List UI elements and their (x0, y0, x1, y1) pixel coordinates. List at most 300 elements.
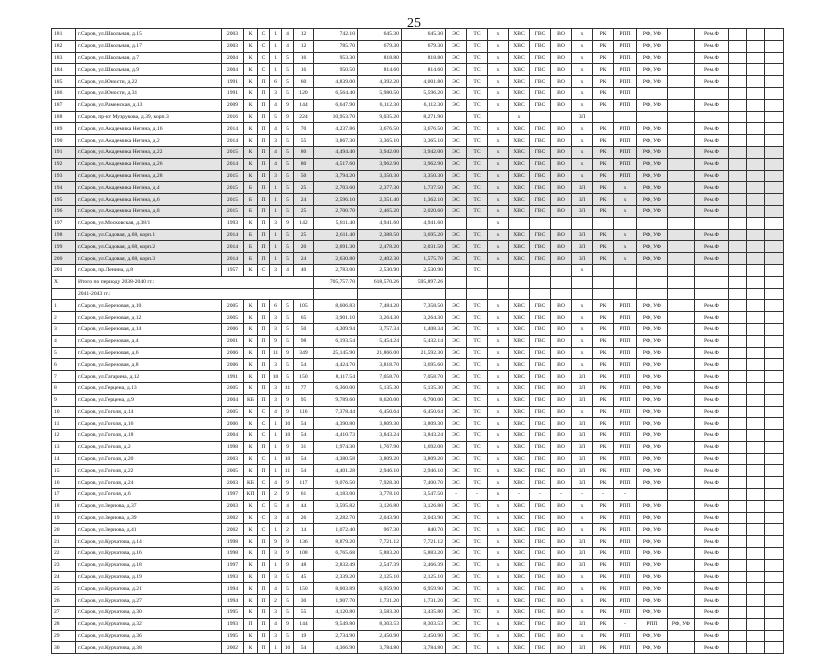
table-cell: х (488, 524, 509, 536)
table-cell (765, 288, 784, 300)
table-cell: ГВС (530, 52, 551, 64)
table-cell: х (488, 430, 509, 442)
table-cell (729, 170, 747, 182)
table-cell: 2006 (222, 347, 244, 359)
table-cell: 2,450.90 (358, 630, 402, 642)
table-cell: 814.60 (358, 64, 402, 76)
address-cell: г.Саров, ул.Академика Негина, д.28 (76, 170, 222, 182)
table-cell (446, 217, 467, 229)
table-cell (467, 217, 488, 229)
table-cell: 5,811.40 (314, 217, 358, 229)
table-cell: 3,365.10 (358, 135, 402, 147)
address-cell: г.Саров, ул.Академика Негина, д.2 (76, 135, 222, 147)
table-cell: П (258, 76, 270, 88)
table-cell: РК (593, 76, 614, 88)
table-cell (668, 371, 695, 383)
table-cell: ГВС (530, 394, 551, 406)
table-cell: Б (244, 229, 258, 241)
table-cell: ЭС (446, 300, 467, 312)
table-cell: ХВС (509, 500, 530, 512)
table-cell: х (572, 52, 593, 64)
table-cell: ЭС (446, 418, 467, 430)
table-cell (765, 64, 784, 76)
table-cell (747, 489, 765, 501)
row-number-cell: 7 (52, 371, 76, 383)
table-cell: 1997 (222, 559, 244, 571)
table-cell: 1 (270, 29, 282, 41)
table-cell (729, 430, 747, 442)
table-cell: 3,784.80 (358, 642, 402, 654)
table-cell (765, 512, 784, 524)
table-cell: РК (593, 253, 614, 265)
table-cell (729, 548, 747, 560)
table-cell (637, 217, 668, 229)
table-cell: К (244, 371, 258, 383)
table-cell (572, 217, 593, 229)
table-cell (765, 500, 784, 512)
table-cell (765, 276, 784, 288)
table-cell: Рем.Ф (695, 312, 729, 324)
table-cell (729, 642, 747, 654)
table-cell: ХВС (509, 583, 530, 595)
table-cell: х (488, 76, 509, 88)
table-row (52, 217, 784, 229)
table-cell: 12 (294, 29, 314, 41)
table-cell: х (488, 99, 509, 111)
table-row (52, 40, 784, 52)
table-cell: 9 (282, 489, 294, 501)
table-cell: К (244, 418, 258, 430)
table-cell: С (258, 264, 270, 276)
table-cell: К (244, 571, 258, 583)
table-cell: х (488, 359, 509, 371)
table-cell: К (244, 135, 258, 147)
address-cell: г.Саров, ул.Березовая, д.4 (76, 335, 222, 347)
table-cell: 2014 (222, 229, 244, 241)
table-cell (668, 418, 695, 430)
table-cell: ГВС (530, 123, 551, 135)
table-cell (593, 217, 614, 229)
table-cell (551, 288, 572, 300)
table-cell: х (572, 595, 593, 607)
table-cell: 9,035.20 (358, 111, 402, 123)
table-cell: - (551, 489, 572, 501)
table-cell: ХВС (509, 194, 530, 206)
table-cell: ВО (551, 430, 572, 442)
table-cell: ХВС (509, 323, 530, 335)
table-cell: ТС (467, 241, 488, 253)
table-cell: П (258, 441, 270, 453)
table-cell: 3,901.10 (314, 312, 358, 324)
table-cell: Рем.Ф (695, 477, 729, 489)
table-cell: ТС (467, 194, 488, 206)
table-cell: Рем.Ф (695, 158, 729, 170)
table-cell: П (258, 371, 270, 383)
table-cell: 77 (294, 382, 314, 394)
table-cell: П (258, 642, 270, 654)
table-cell: - (614, 618, 637, 630)
table-cell (614, 288, 637, 300)
row-number-cell: 18 (52, 500, 76, 512)
table-cell (765, 182, 784, 194)
table-cell: РФ, УФ (637, 52, 668, 64)
table-cell (488, 111, 509, 123)
table-cell (551, 276, 572, 288)
table-cell: 4,120.80 (314, 607, 358, 619)
table-cell (765, 441, 784, 453)
table-cell: ЭС (446, 441, 467, 453)
table-cell: ГВС (530, 182, 551, 194)
table-cell: 3 (270, 323, 282, 335)
table-cell: 6,564.40 (314, 87, 358, 99)
table-cell: ХВС (509, 335, 530, 347)
table-cell: 2 (270, 489, 282, 501)
table-cell: ЭС (446, 583, 467, 595)
address-cell: г.Саров, ул.Академика Негина, д.22 (76, 146, 222, 158)
table-cell: К (244, 335, 258, 347)
table-cell: ХВС (509, 571, 530, 583)
table-cell (765, 170, 784, 182)
table-cell: ГВС (530, 146, 551, 158)
table-cell (729, 158, 747, 170)
table-cell: П (258, 630, 270, 642)
table-cell: 2015 (222, 194, 244, 206)
row-number-cell: 21 (52, 536, 76, 548)
table-cell: 3,435.80 (402, 607, 446, 619)
table-cell (747, 418, 765, 430)
table-cell: ГВС (530, 229, 551, 241)
table-cell: Рем.Ф (695, 359, 729, 371)
table-cell (729, 394, 747, 406)
table-cell: 105 (294, 300, 314, 312)
table-cell (747, 76, 765, 88)
row-number-cell: 3 (52, 323, 76, 335)
table-cell: Рем.Ф (695, 300, 729, 312)
table-cell: Рем.Ф (695, 418, 729, 430)
table-row (52, 489, 784, 501)
table-cell: х (488, 229, 509, 241)
table-cell: ТС (467, 477, 488, 489)
table-cell: ХВС (509, 52, 530, 64)
table-cell (668, 99, 695, 111)
table-cell: 1 (270, 229, 282, 241)
table-cell: 4 (270, 146, 282, 158)
table-cell: 6,647.90 (314, 99, 358, 111)
table-cell: ГВС (530, 347, 551, 359)
table-cell: 6,360.00 (314, 382, 358, 394)
table-cell (637, 276, 668, 288)
table-cell: К (244, 406, 258, 418)
table-cell (668, 406, 695, 418)
table-cell: 55 (294, 607, 314, 619)
table-cell: 2005 (222, 300, 244, 312)
table-cell: ВО (551, 595, 572, 607)
table-cell (530, 217, 551, 229)
table-cell: 2,125.10 (358, 571, 402, 583)
table-cell: 1 (270, 52, 282, 64)
table-cell: РПП (614, 441, 637, 453)
table-cell: 48 (294, 559, 314, 571)
table-cell (747, 512, 765, 524)
table-cell: ХВС (509, 642, 530, 654)
address-cell: г.Саров, ул.Березовая, д.12 (76, 312, 222, 324)
table-cell: ГВС (530, 205, 551, 217)
address-cell: г.Саров, ул.Зернова, д.37 (76, 500, 222, 512)
table-cell: ВО (551, 607, 572, 619)
table-cell: РФ, УФ (637, 571, 668, 583)
table-cell: ВО (551, 87, 572, 99)
table-cell (446, 264, 467, 276)
table-cell: Рем.Ф (695, 123, 729, 135)
table-cell: х (488, 371, 509, 383)
table-cell: 3 (270, 394, 282, 406)
table-cell: 3 (270, 548, 282, 560)
table-cell: 25 (294, 205, 314, 217)
table-cell: ГВС (530, 29, 551, 41)
table-cell: 2,339.20 (314, 571, 358, 583)
table-cell: РФ, УФ (637, 548, 668, 560)
table-cell: ЭС (446, 607, 467, 619)
table-cell (765, 618, 784, 630)
row-number-cell: 181 (52, 29, 76, 41)
address-cell: г.Саров, ул.Курчатова, д.30 (76, 607, 222, 619)
table-cell: 61 (294, 489, 314, 501)
table-cell: Рем.Ф (695, 40, 729, 52)
table-row (52, 52, 784, 64)
table-cell: 8,303.53 (358, 618, 402, 630)
table-cell: 144 (294, 618, 314, 630)
table-cell: х (488, 217, 509, 229)
table-cell (747, 583, 765, 595)
table-cell: 5,980.50 (358, 87, 402, 99)
table-cell (765, 465, 784, 477)
table-cell: К (244, 583, 258, 595)
row-number-cell: 193 (52, 170, 76, 182)
table-cell (668, 229, 695, 241)
table-cell (695, 489, 729, 501)
row-number-cell: 5 (52, 347, 76, 359)
table-cell: П (258, 300, 270, 312)
table-cell (729, 500, 747, 512)
table-cell: ВО (551, 229, 572, 241)
table-cell: 967.30 (358, 524, 402, 536)
table-cell: 31 (294, 441, 314, 453)
table-cell (402, 288, 446, 300)
table-cell: 1 (270, 441, 282, 453)
table-cell (765, 571, 784, 583)
table-row (52, 394, 784, 406)
row-number-cell: 183 (52, 52, 76, 64)
table-cell: 1,362.10 (402, 194, 446, 206)
table-cell: Рем.Ф (695, 441, 729, 453)
table-cell (446, 111, 467, 123)
table-cell: 1994 (222, 583, 244, 595)
table-cell: 25 (294, 182, 314, 194)
table-cell: ХВС (509, 253, 530, 265)
table-cell: РПП (614, 524, 637, 536)
table-cell (668, 595, 695, 607)
table-cell: ХВС (509, 595, 530, 607)
table-cell: РК (593, 135, 614, 147)
address-cell: г.Саров, ул.Московская, д.38/1 (76, 217, 222, 229)
table-cell (668, 359, 695, 371)
table-cell: ГВС (530, 253, 551, 265)
table-cell: ЗЛ (572, 241, 593, 253)
address-cell: г.Саров, ул.Зернова, д.41 (76, 524, 222, 536)
table-cell: 3,264.30 (358, 312, 402, 324)
table-row (52, 406, 784, 418)
table-cell: С (258, 512, 270, 524)
table-cell: 3,676.50 (358, 123, 402, 135)
table-cell: 6,193.54 (314, 335, 358, 347)
table-cell: КП (244, 489, 258, 501)
table-cell: 1995 (222, 630, 244, 642)
table-cell (509, 276, 530, 288)
table-cell: 9 (270, 536, 282, 548)
table-cell: ТС (467, 406, 488, 418)
table-cell: ТС (467, 146, 488, 158)
table-cell: 40 (294, 264, 314, 276)
table-cell (747, 630, 765, 642)
table-cell (729, 323, 747, 335)
table-cell (695, 276, 729, 288)
section-label-cell: Итого по периоду 2038-2040 гг.: (76, 276, 314, 288)
table-cell (488, 288, 509, 300)
table-cell: П (258, 194, 270, 206)
table-cell: 2,031.50 (402, 241, 446, 253)
table-cell: К (244, 312, 258, 324)
table-cell: 4 (270, 583, 282, 595)
table-cell: ГВС (530, 630, 551, 642)
table-cell: РК (593, 241, 614, 253)
table-cell: 2,377.30 (358, 182, 402, 194)
table-cell: РК (593, 642, 614, 654)
table-cell: РК (593, 182, 614, 194)
address-cell: г.Саров, ул.Школьная, д.17 (76, 40, 222, 52)
row-number-cell: 12 (52, 430, 76, 442)
table-cell: 19 (294, 630, 314, 642)
table-cell: ЭС (446, 559, 467, 571)
table-cell: 2,478.20 (358, 241, 402, 253)
table-cell: РПП (614, 394, 637, 406)
address-cell: г.Саров, ул.Курчатова, д.27 (76, 595, 222, 607)
table-cell: 4 (270, 477, 282, 489)
table-cell: 2,832.49 (314, 559, 358, 571)
table-cell: 7,358.50 (402, 300, 446, 312)
table-cell: 4 (282, 500, 294, 512)
table-cell: ХВС (509, 123, 530, 135)
table-cell: 144 (294, 99, 314, 111)
table-cell (747, 618, 765, 630)
table-cell: 3,778.10 (358, 489, 402, 501)
table-cell: х (509, 111, 530, 123)
row-number-cell: 25 (52, 583, 76, 595)
table-cell: х (572, 87, 593, 99)
table-cell: 11 (282, 465, 294, 477)
table-cell: ЗЛ (572, 205, 593, 217)
table-cell: 4 (282, 40, 294, 52)
table-cell (729, 29, 747, 41)
table-cell: ЗЛ (572, 642, 593, 654)
table-cell: 5 (282, 170, 294, 182)
table-cell: ВО (551, 347, 572, 359)
table-cell (593, 264, 614, 276)
table-cell: 45 (294, 571, 314, 583)
table-cell: 50 (294, 170, 314, 182)
table-cell: ХВС (509, 87, 530, 99)
table-cell: ВО (551, 182, 572, 194)
table-cell: РФ, УФ (637, 394, 668, 406)
table-cell: 645.30 (358, 29, 402, 41)
address-cell: г.Саров, ул.Курчатова, д.21 (76, 583, 222, 595)
table-cell (747, 430, 765, 442)
table-cell: С (258, 453, 270, 465)
table-cell: 9 (270, 335, 282, 347)
table-cell: ВО (551, 548, 572, 560)
table-cell: х (488, 323, 509, 335)
table-cell: ХВС (509, 359, 530, 371)
table-cell: 80 (294, 158, 314, 170)
address-cell: г.Саров, ул.Юности, д.22 (76, 76, 222, 88)
address-cell: г.Саров, ул.Гоголя, д.22 (76, 465, 222, 477)
table-cell: 6,959.90 (402, 583, 446, 595)
address-cell: г.Саров, ул.Курчатова, д.18 (76, 559, 222, 571)
table-row (52, 512, 784, 524)
table-cell (765, 123, 784, 135)
table-cell (729, 99, 747, 111)
table-cell: 3,126.80 (402, 500, 446, 512)
table-cell: 7,058.70 (358, 371, 402, 383)
table-cell: ВО (551, 52, 572, 64)
table-cell (765, 99, 784, 111)
row-number-cell: 30 (52, 642, 76, 654)
table-cell: 5 (282, 607, 294, 619)
table-cell: 3 (270, 135, 282, 147)
table-cell (747, 135, 765, 147)
table-cell: х (614, 241, 637, 253)
table-cell (668, 170, 695, 182)
table-cell (668, 559, 695, 571)
table-cell (747, 288, 765, 300)
table-cell (668, 123, 695, 135)
table-cell (765, 205, 784, 217)
address-cell: г.Саров, ул.Академика Негина, д.26 (76, 158, 222, 170)
table-cell (695, 217, 729, 229)
table-cell: К (244, 29, 258, 41)
table-row (52, 571, 784, 583)
table-cell: Рем.Ф (695, 524, 729, 536)
table-cell: РК (593, 583, 614, 595)
table-row (52, 194, 784, 206)
table-cell: РФ, УФ (637, 453, 668, 465)
table-cell: Рем.Ф (695, 170, 729, 182)
table-cell: ВО (551, 418, 572, 430)
table-cell: х (488, 607, 509, 619)
table-cell: 1997 (222, 489, 244, 501)
table-cell: РПП (614, 347, 637, 359)
table-cell: РФ, УФ (637, 135, 668, 147)
table-cell (747, 371, 765, 383)
table-cell: ГВС (530, 465, 551, 477)
table-cell (551, 217, 572, 229)
table-cell: РК (593, 607, 614, 619)
table-cell (765, 158, 784, 170)
table-cell: П (258, 536, 270, 548)
table-cell: РК (593, 430, 614, 442)
table-cell: х (488, 489, 509, 501)
table-cell (668, 453, 695, 465)
table-cell: ЭС (446, 347, 467, 359)
